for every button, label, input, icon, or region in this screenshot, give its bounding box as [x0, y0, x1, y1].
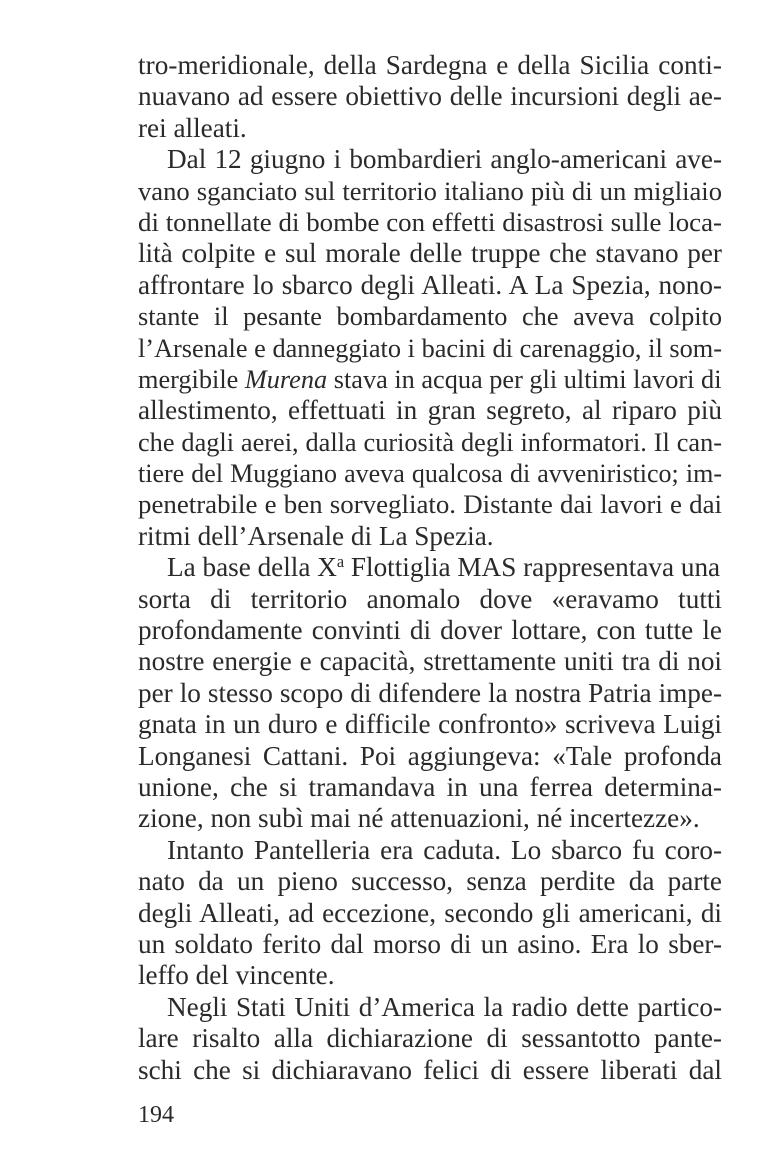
paragraph: [138, 144, 722, 552]
text-line: Dal 12 giugno i bombardieri anglo-americani ave-: [167, 144, 722, 175]
text-segment: mergibile: [138, 364, 245, 394]
text-line: che dagli aerei, dalla curiosità degli informatori. Il can-: [138, 427, 722, 457]
text-line: Negli Stati Uniti d’America la radio dette partico-: [167, 991, 722, 1022]
text-line: rei alleati.: [138, 112, 247, 143]
text-line: di tonnellate di bombe con effetti disastrosi sulle loca-: [138, 206, 722, 237]
text-line: leffo del vincente.: [138, 960, 335, 991]
text-line: vano sganciato sul territorio italiano più di un migliaio: [138, 175, 722, 206]
text-line: stante il pesante bombardamento che aveva colpito: [138, 302, 722, 332]
text-segment: Flottiglia MAS rappresentava una: [344, 552, 721, 583]
text-segment: La base della X: [167, 552, 337, 583]
page-number: 194: [138, 1102, 174, 1128]
text-line: ritmi dell’Arsenale di La Spezia.: [138, 520, 494, 551]
text-line: tiere del Muggiano aveva qualcosa di avveniristico; im-: [138, 459, 722, 489]
text-line: lare risalto alla dichiarazione di sessantotto pante-: [138, 1023, 722, 1054]
text-line: penetrabile e ben sorvegliato. Distante dai lavori e dai: [138, 489, 722, 520]
text-line: [138, 552, 722, 583]
text-line: Longanesi Cattani. Poi aggiungeva: «Tale profonda: [138, 740, 722, 771]
paragraph: [138, 50, 722, 144]
text-line: gnata in un duro e difficile confronto» scriveva Luigi: [138, 709, 722, 740]
text-line: schi che si dichiaravano felici di essere liberati dal: [138, 1054, 722, 1085]
page-body: [138, 50, 722, 1086]
text-line: affrontare lo sbarco degli Alleati. A La Spezia, nono-: [138, 269, 722, 300]
text-segment: stava in acqua per gli ultimi lavori di: [327, 364, 722, 394]
paragraph: [138, 552, 722, 835]
text-line: Intanto Pantelleria era caduta. Lo sbarco fu coro-: [167, 834, 722, 865]
text-line: per lo stesso scopo di difendere la nostra Patria impe-: [138, 677, 722, 708]
text-line: profondamente convinti di dover lottare, con tutte le: [138, 615, 722, 646]
text-line: tro-meridionale, della Sardegna e della Sicilia conti-: [138, 50, 722, 80]
text-line: unione, che si tramandava in una ferrea determina-: [138, 771, 722, 802]
text-line: degli Alleati, ad eccezione, secondo gli americani, di: [138, 897, 722, 928]
text-line: un soldato ferito dal morso di un asino. Era lo sber-: [138, 928, 722, 959]
text-line: [138, 364, 722, 395]
paragraph: [138, 992, 722, 1086]
text-line: lità colpite e sul morale delle truppe che stavano per: [138, 238, 722, 269]
text-line: zione, non subì mai né attenuazioni, né incertezze».: [138, 803, 700, 834]
text-line: sorta di territorio anomalo dove «eravamo tutti: [138, 583, 722, 614]
ordinal-superscript: a: [336, 552, 345, 572]
paragraph: [138, 835, 722, 992]
text-line: nato da un pieno successo, senza perdite da parte: [138, 866, 722, 897]
text-line: allestimento, effettuati in gran segreto, al riparo più: [138, 395, 722, 426]
text-line: nostre energie e capacità, strettamente uniti tra di noi: [138, 646, 722, 677]
text-line: nuavano ad essere obiettivo delle incursioni degli ae-: [138, 81, 722, 112]
submarine-name: Murena: [244, 364, 328, 394]
text-line: l’Arsenale e danneggiato i bacini di carenaggio, il som-: [138, 333, 722, 363]
